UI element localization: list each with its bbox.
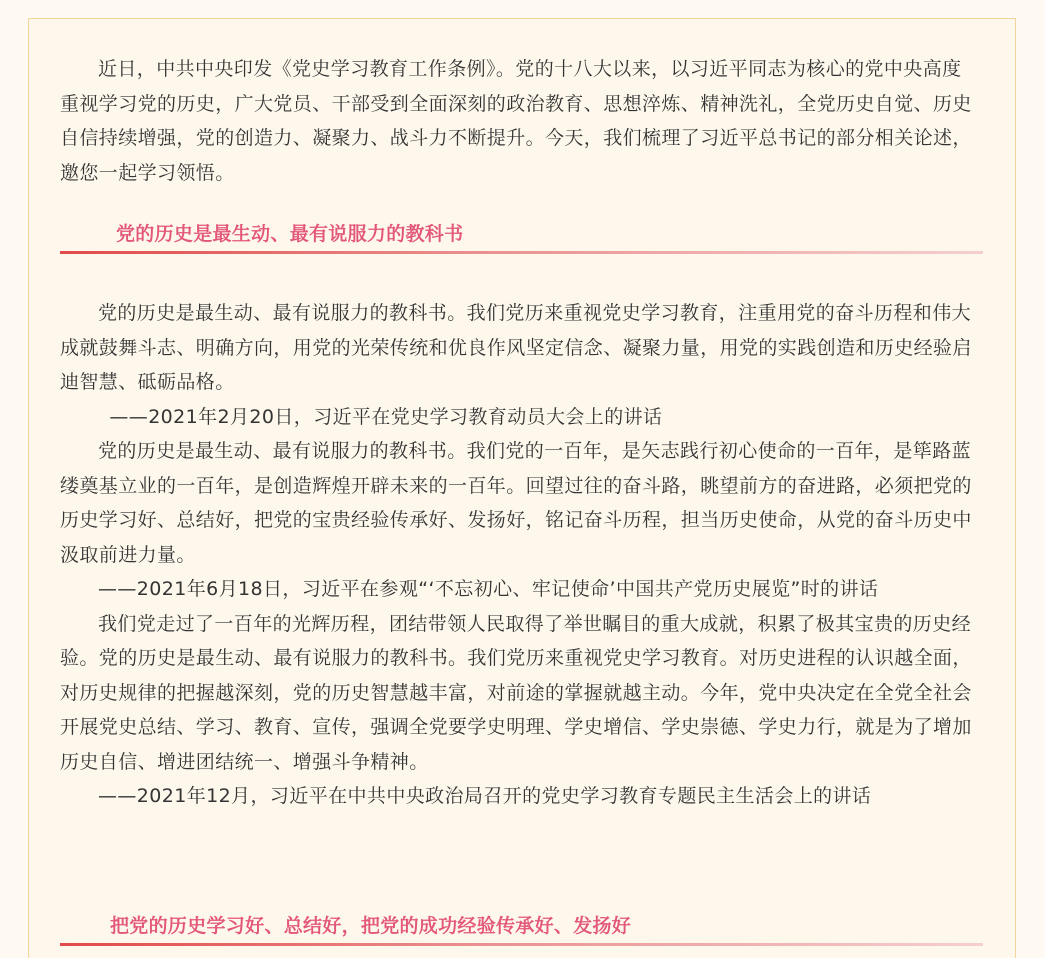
section-heading-1 xyxy=(60,219,983,259)
section-heading-1-rule xyxy=(60,251,983,254)
intro-paragraph: 近日，中共中央印发《党史学习教育工作条例》。党的十八大以来，以习近平同志为核心的党中央高度重视学习党的历史，广大党员、干部受到全面深刻的政治教育、思想淬炼、精神洗礼，全党历史自觉、历史自信持续增强，党的创造力、凝聚力、战斗力不断提升。今天，我们梳理了习近平总书记的部分相关论述，邀您一起学习领悟。 xyxy=(60,58,972,184)
section-heading-2-rule xyxy=(60,943,983,946)
section-1-body xyxy=(60,296,985,814)
section-heading-2-text: 把党的历史学习好、总结好，把党的成功经验传承好、发扬好 xyxy=(110,915,632,937)
quote-paragraph: 党的历史是最生动、最有说服力的教科书。我们党的一百年，是矢志践行初心使命的一百年，是筚路蓝缕奠基立业的一百年，是创造辉煌开辟未来的一百年。回望过往的奋斗路，眺望前方的奋进路，必须把党的历史学习好、总结好，把党的宝贵经验传承好、发扬好，铭记奋斗历程，担当历史使命，从党的奋斗历史中汲取前进力量。 xyxy=(60,440,972,566)
quote-source: ——2021年2月20日，习近平在党史学习教育动员大会上的讲话 xyxy=(109,405,663,428)
quote-paragraph: 党的历史是最生动、最有说服力的教科书。我们党历来重视党史学习教育，注重用党的奋斗历程和伟大成就鼓舞斗志、明确方向，用党的光荣传统和优良作风坚定信念、凝聚力量，用党的实践创造和历史经验启迪智慧、砥砺品格。 xyxy=(60,302,972,393)
quote-source: ——2021年6月18日，习近平在参观“‘不忘初心、牢记使命’中国共产党历史展览”时的讲话 xyxy=(98,578,879,600)
intro-block xyxy=(60,52,980,190)
quote-source: ——2021年12月，习近平在中共中央政治局召开的党史学习教育专题民主生活会上的讲话 xyxy=(98,785,872,807)
section-heading-2 xyxy=(60,911,983,951)
section-heading-1-text: 党的历史是最生动、最有说服力的教科书 xyxy=(116,223,464,245)
quote-paragraph: 我们党走过了一百年的光辉历程，团结带领人民取得了举世瞩目的重大成就，积累了极其宝贵的历史经验。党的历史是最生动、最有说服力的教科书。我们党历来重视党史学习教育。对历史进程的认识越全面，对历史规律的把握越深刻，党的历史智慧越丰富，对前途的掌握就越主动。今年，党中央决定在全党全社会开展党史总结、学习、教育、宣传，强调全党要学史明理、学史增信、学史崇德、学史力行，就是为了增加历史自信、增进团结统一、增强斗争精神。 xyxy=(60,612,972,773)
